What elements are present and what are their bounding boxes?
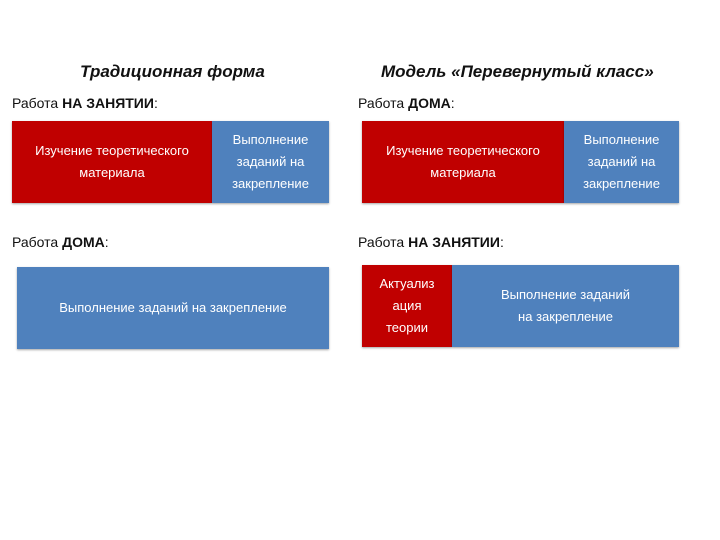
right-home-work-label xyxy=(358,95,455,111)
right-home-label-suffix: : xyxy=(450,95,455,111)
left-home-label-suffix: : xyxy=(104,234,109,250)
left-class-label-prefix: Работа xyxy=(12,95,63,111)
left-home-label-strong: ДОМА xyxy=(62,234,105,250)
left-class-practice-block: Выполнение заданий на закрепление xyxy=(212,121,329,203)
right-home-label-prefix: Работа xyxy=(358,95,409,111)
left-home-label-prefix: Работа xyxy=(12,234,63,250)
left-home-practice-block: Выполнение заданий на закрепление xyxy=(17,267,329,349)
traditional-form-title: Традиционная форма xyxy=(80,62,265,81)
right-theory-review-block: Актуализ ация теории xyxy=(362,265,452,347)
flipped-class-title: Модель «Перевернутый класс» xyxy=(381,62,654,81)
right-class-work-label xyxy=(358,234,504,250)
left-home-work-label xyxy=(12,234,109,250)
left-class-label-strong: НА ЗАНЯТИИ xyxy=(62,95,154,111)
right-class-label-suffix: : xyxy=(499,234,504,250)
right-theory-study-block: Изучение теоретического материала xyxy=(362,121,564,203)
left-class-label-suffix: : xyxy=(153,95,158,111)
left-class-work-label xyxy=(12,95,158,111)
right-home-practice-block: Выполнение заданий на закрепление xyxy=(564,121,679,203)
right-home-label-strong: ДОМА xyxy=(408,95,451,111)
left-theory-study-block: Изучение теоретического материала xyxy=(12,121,212,203)
right-class-label-strong: НА ЗАНЯТИИ xyxy=(408,234,500,250)
right-class-label-prefix: Работа xyxy=(358,234,409,250)
right-class-practice-block: Выполнение заданий на закрепление xyxy=(452,265,679,347)
